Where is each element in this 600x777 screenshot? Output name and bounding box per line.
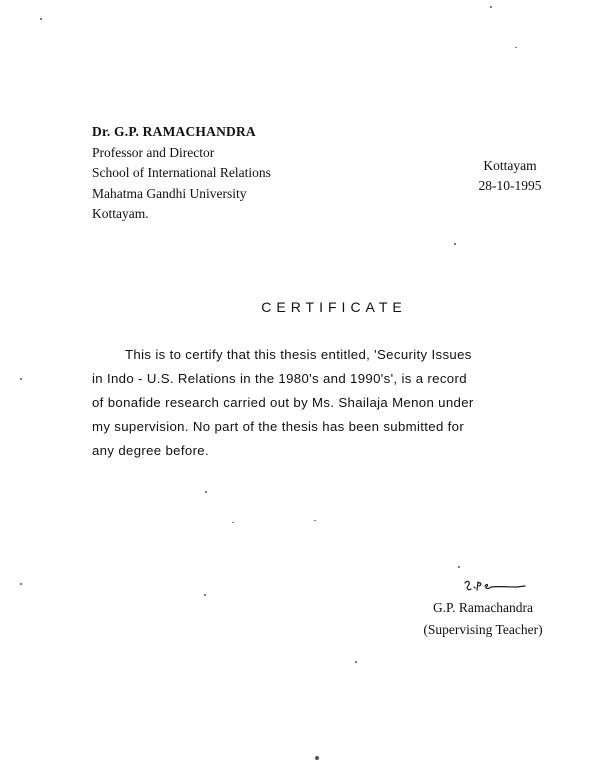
sender-title: Professor and Director (92, 144, 215, 160)
place-date-block (470, 156, 550, 196)
body-line: of bonafide research carried out by Ms. Shailaja Menon under (92, 395, 474, 410)
body-line: in Indo - U.S. Relations in the 1980's and 1990's', is a record (92, 371, 467, 386)
scan-speck (515, 47, 517, 48)
scan-speck (20, 583, 22, 585)
signatory-name: G.P. Ramachandra (432, 600, 534, 615)
scan-speck (458, 566, 460, 568)
body-line: This is to certify that this thesis entitled, 'Security Issues (125, 347, 472, 362)
signatory-role: (Supervising Teacher) (423, 622, 543, 637)
sender-university: Mahatma Gandhi University (92, 185, 247, 201)
sender-name: Dr. G.P. RAMACHANDRA (92, 124, 256, 139)
scan-speck (20, 378, 22, 380)
scan-speck (454, 243, 456, 245)
body-line: any degree before. (92, 443, 210, 458)
certificate-body (92, 343, 557, 463)
scan-speck (40, 18, 42, 20)
body-line: my supervision. No part of the thesis has been submitted for (92, 419, 465, 434)
date: 28-10-1995 (478, 178, 542, 193)
sender-city: Kottayam. (92, 206, 149, 221)
scan-speck (355, 661, 357, 663)
place: Kottayam (483, 158, 537, 173)
scan-speck (314, 520, 316, 521)
certificate-heading: CERTIFICATE (261, 299, 407, 315)
scan-speck (490, 6, 492, 8)
scan-speck (315, 756, 319, 760)
scan-speck (205, 491, 207, 493)
sender-address-block (92, 122, 271, 225)
scan-speck (204, 594, 206, 596)
handwritten-signature-icon (459, 577, 539, 597)
signature-block (413, 577, 553, 641)
sender-school: School of International Relations (92, 165, 271, 180)
scan-speck (232, 522, 234, 523)
